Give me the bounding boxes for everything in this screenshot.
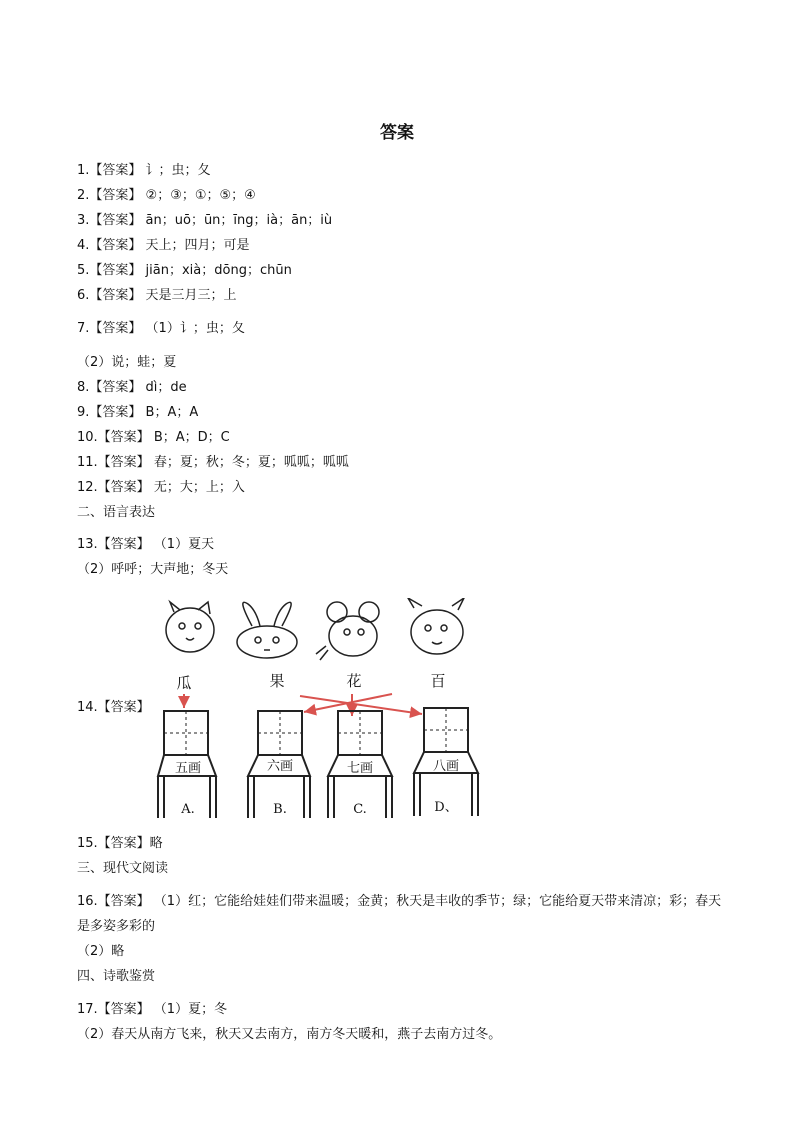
answer-6: 6.【答案】 天是三月三；上: [77, 288, 237, 303]
char-gua: 瓜: [176, 674, 192, 692]
answer-14: 14.【答案】: [77, 700, 150, 715]
char-bai: 百: [430, 672, 446, 690]
answer-4: 4.【答案】 天上；四月；可是: [77, 238, 250, 253]
chair-label-a: 五画: [174, 761, 202, 776]
cat-head-icon: [166, 602, 214, 652]
rabbit-head-icon: [237, 602, 297, 658]
answer-1: 1.【答案】 讠；虫；夂: [77, 163, 211, 178]
answer-10: 10.【答案】 B；A；D；C: [77, 430, 230, 445]
answer-17-part2: （2）春天从南方飞来，秋天又去南方，南方冬天暖和，燕子去南方过冬。: [77, 1027, 502, 1042]
chair-letter-d: D、: [434, 800, 458, 815]
section-heading-3: 三、现代文阅读: [77, 861, 169, 876]
chair-label-c: 七画: [346, 761, 374, 776]
answer-15: 15.【答案】略: [77, 836, 163, 851]
answer-11: 11.【答案】 春；夏；秋；冬；夏；呱呱；呱呱: [77, 455, 349, 470]
answer-2: 2.【答案】 ②；③；①；⑤；④: [77, 188, 256, 203]
answer-17: 17.【答案】 （1）夏；冬: [77, 1002, 228, 1017]
answer-13: 13.【答案】 （1）夏天: [77, 537, 215, 552]
chair-letter-b: B.: [273, 802, 287, 817]
answer-12: 12.【答案】 无；大；上；入: [77, 480, 245, 495]
animal-chair-figure: [152, 598, 482, 823]
mouse-head-icon: [316, 602, 379, 660]
answer-8: 8.【答案】 dì；de: [77, 380, 187, 395]
answer-16: 16.【答案】 （1）红；它能给娃娃们带来温暖；金黄；秋天是丰收的季节；绿；它能给夏天带来清凉；彩；春天是多姿多彩的: [77, 894, 722, 934]
chair-label-b: 六画: [266, 759, 294, 774]
answer-16-part2: （2）略: [77, 944, 125, 959]
section-heading-2: 二、语言表达: [77, 505, 156, 520]
answer-7: 7.【答案】 （1）讠；虫；夂: [77, 321, 245, 336]
char-hua: 花: [346, 672, 362, 690]
chair-letter-c: C.: [353, 802, 367, 817]
answer-5: 5.【答案】 jiān；xià；dōng；chūn: [77, 263, 292, 278]
answer-9: 9.【答案】 B；A；A: [77, 405, 199, 420]
answer-13-part2: （2）呼呼；大声地；冬天: [77, 562, 229, 577]
section-heading-4: 四、诗歌鉴赏: [77, 969, 156, 984]
chair-label-d: 八画: [432, 759, 460, 774]
chair-letter-a: A.: [181, 802, 195, 817]
deer-head-icon: [408, 598, 464, 654]
answer-3: 3.【答案】 ān；uō；ūn；īng；ià；ān；iù: [77, 213, 333, 228]
page-title: 答案: [380, 123, 414, 143]
char-guo: 果: [269, 672, 285, 690]
answer-7-part2: （2）说；蛙；夏: [77, 355, 177, 370]
